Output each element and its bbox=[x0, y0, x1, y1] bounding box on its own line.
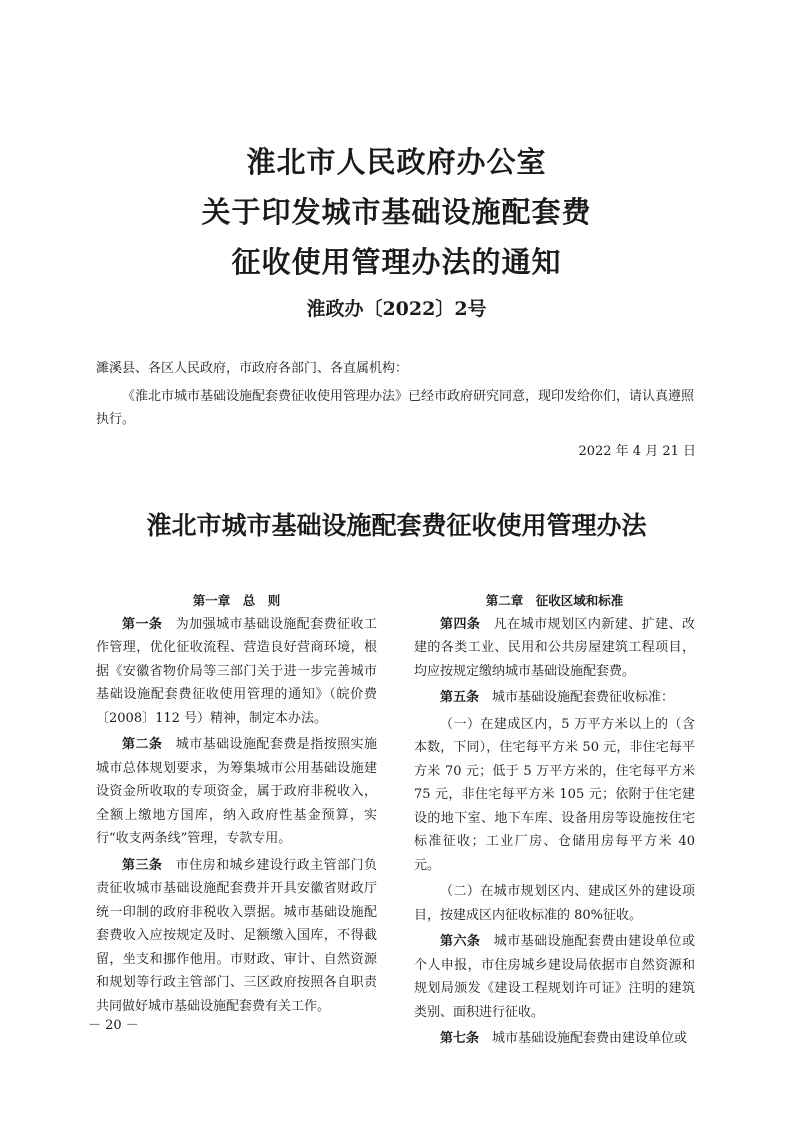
article-5-text: 城市基础设施配套费征收标准： bbox=[492, 690, 675, 705]
article-6-text: 城市基础设施配套费由建设单位或个人申报，市住房城乡建设局依据市自然资源和规划局颁发《建设工程规划许可证》注明的建筑类别、面积进行征收。 bbox=[414, 934, 695, 1020]
article-6-label: 第六条 bbox=[440, 934, 481, 949]
article-1-label: 第一条 bbox=[122, 616, 163, 632]
notice-title-line-3: 征收使用管理办法的通知 bbox=[231, 245, 562, 279]
article-7 bbox=[414, 1027, 695, 1051]
left-column bbox=[96, 589, 377, 1021]
chapter-2-heading: 第二章 征收区域和标准 bbox=[485, 593, 624, 608]
document-title: 淮北市城市基础设施配套费征收使用管理办法 bbox=[146, 511, 647, 540]
article-4-text: 凡在城市规划区内新建、扩建、改建的各类工业、民用和公共房屋建筑工程项目，均应按规定缴纳城市基础设施配套费。 bbox=[414, 616, 695, 679]
page-number: － 20 － bbox=[88, 1018, 139, 1033]
article-5-item-1: （一）在建成区内，5 万平方米以上的（含本数，下同），住宅每平方米 50 元，非住宅每平方米 70 元；低于 5 万平方米的，住宅每平方米 75 元，非住宅每平方米 105 元；依附于住宅建设的地下室、地下车库、设备用房等设施按住宅标准征收；工业厂房、仓储用房每平方米 40 元。 bbox=[414, 716, 695, 873]
notice-title-line-2: 关于印发城市基础设施配套费 bbox=[201, 195, 592, 229]
article-2 bbox=[96, 733, 377, 851]
article-2-text: 城市基础设施配套费是指按照实施城市总体规划要求，为筹集城市公用基础设施建设资金所收取的专项资金，属于政府非税收入，全额上缴地方国库，纳入政府性基金预算，实行“收支两条线”管理，专款专用。 bbox=[96, 737, 377, 846]
article-7-label: 第七条 bbox=[440, 1031, 480, 1046]
right-column bbox=[414, 589, 695, 1054]
article-4 bbox=[414, 613, 695, 684]
article-3 bbox=[96, 854, 377, 1019]
article-3-text: 市住房和城乡建设行政主管部门负责征收城市基础设施配套费并开具安徽省财政厅统一印制的政府非税收入票据。城市基础设施配套费收入应按规定及时、足额缴入国库，不得截留，坐支和挪作他用。市财政、审计、自然资源和规划等行政主管部门、三区政府按照各自职责共同做好城市基础设施配套费有关工作。 bbox=[96, 857, 377, 1014]
article-7-text: 城市基础设施配套费由建设单位或 bbox=[492, 1031, 688, 1046]
article-5-label: 第五条 bbox=[440, 690, 480, 705]
addressee: 濉溪县、各区人民政府，市政府各部门、各直属机构： bbox=[96, 361, 409, 376]
article-1 bbox=[96, 613, 377, 731]
chapter-1-heading: 第一章 总 则 bbox=[192, 593, 281, 608]
article-3-label: 第三条 bbox=[122, 857, 163, 873]
notice-date: 2022 年 4 月 21 日 bbox=[578, 444, 696, 459]
article-4-label: 第四条 bbox=[440, 616, 481, 632]
article-5 bbox=[414, 686, 695, 710]
article-5-item-2: （二）在城市规划区内、建成区外的建设项目，按建成区内征收标准的 80%征收。 bbox=[414, 884, 695, 923]
notice-title-line-1: 淮北市人民政府办公室 bbox=[246, 145, 547, 179]
notice-body: 《淮北市城市基础设施配套费征收使用管理办法》已经市政府研究同意，现印发给你们，请认真遵照执行。 bbox=[96, 389, 695, 427]
article-6 bbox=[414, 930, 695, 1024]
article-1-text: 为加强城市基础设施配套费征收工作管理，优化征收流程、营造良好营商环境，根据《安徽省物价局等三部门关于进一步完善城市基础设施配套费征收使用管理的通知》（皖价费〔2008〕112 号）精神，制定本办法。 bbox=[96, 616, 377, 726]
article-2-label: 第二条 bbox=[122, 737, 163, 752]
document-number: 淮政办〔2022〕2号 bbox=[306, 298, 487, 320]
